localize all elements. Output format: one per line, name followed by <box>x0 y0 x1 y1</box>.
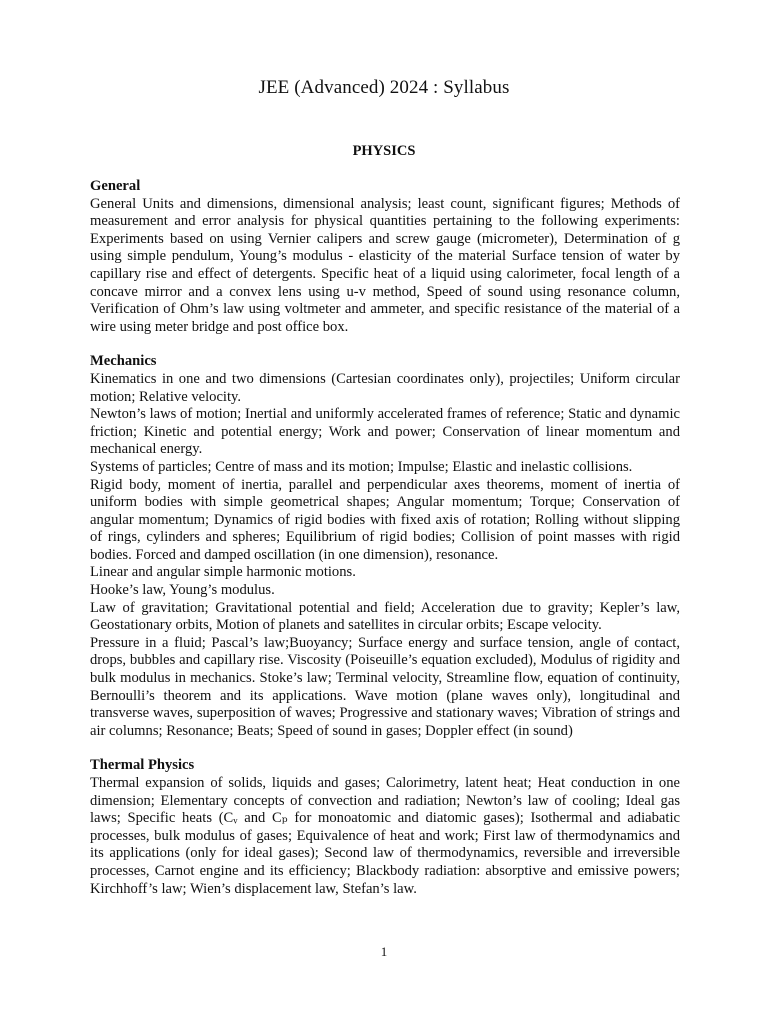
section-paragraph: Linear and angular simple harmonic motions. <box>90 564 356 581</box>
section-paragraph: Systems of particles; Centre of mass and its motion; Impulse; Elastic and inelastic collisions. <box>90 458 633 475</box>
section-paragraph: General Units and dimensions, dimensional analysis; least count, significant figures; Methods of measurement and error analysis for physical quantities pertaining to the following experiments: Experiments based on using Vernier calipers and screw gauge (micrometer), Determination of g using simple pendulum, Young’s modulus - elasticity of the material Surface tension of water by capillary rise and effect of detergents. Specific heat of a liquid using calorimeter, focal length of a concave mirror and a convex lens using u-v method, Speed of sound using resonance column, Verification of Ohm’s law using voltmeter and ammeter, and specific resistance of the material of a wire using meter bridge and post office box. <box>90 195 680 335</box>
section-title: Thermal Physics <box>90 757 195 774</box>
section-thermal-physics <box>90 757 680 898</box>
section-paragraph: Kinematics in one and two dimensions (Cartesian coordinates only), projectiles; Uniform circular motion; Relative velocity. <box>90 370 680 405</box>
subject-heading: PHYSICS <box>352 143 416 159</box>
syllabus-content <box>90 178 680 915</box>
section-paragraph: Rigid body, moment of inertia, parallel and perpendicular axes theorems, moment of inertia of uniform bodies with simple geometrical shapes; Angular momentum; Torque; Conservation of angular momentum; Dynamics of rigid bodies with fixed axis of rotation; Rolling without slipping of rings, cylinders and spheres; Equilibrium of rigid bodies; Collision of point masses with rigid bodies. Forced and damped oscillation (in one dimension), resonance. <box>90 476 680 563</box>
page-number: 1 <box>380 944 388 959</box>
section-general <box>90 178 680 336</box>
section-mechanics <box>90 353 680 740</box>
section-paragraph: Newton’s laws of motion; Inertial and uniformly accelerated frames of reference; Static and dynamic friction; Kinetic and potential energy; Work and power; Conservation of linear momentum and mechanical energy. <box>90 406 680 458</box>
section-paragraph: Thermal expansion of solids, liquids and gases; Calorimetry, latent heat; Heat conduction in one dimension; Elementary concepts of convection and radiation; Newton’s law of cooling; Ideal gas laws; Specific heats (Cᵥ and Cₚ for monoatomic and diatomic gases); Isothermal and adiabatic processes, bulk modulus of gases; Equivalence of heat and work; First law of thermodynamics and its applications (only for ideal gases); Second law of thermodynamics, reversible and irreversible processes, Carnot engine and its efficiency; Blackbody radiation: absorptive and emissive powers; Kirchhoff’s law; Wien’s displacement law, Stefan’s law. <box>90 775 680 897</box>
section-paragraph: Hooke’s law, Young’s modulus. <box>90 582 275 599</box>
section-paragraph: Pressure in a fluid; Pascal’s law;Buoyancy; Surface energy and surface tension, angle of contact, drops, bubbles and capillary rise. Viscosity (Poiseuille’s equation excluded), Modulus of rigidity and bulk modulus in mechanics. Stoke’s law; Terminal velocity, Streamline flow, equation of continuity, Bernoulli’s theorem and its applications. Wave motion (plane waves only), longitudinal and transverse waves, superposition of waves; Progressive and stationary waves; Vibration of strings and air columns; Resonance; Beats; Speed of sound in gases; Doppler effect (in sound) <box>90 634 680 739</box>
document-title: JEE (Advanced) 2024 : Syllabus <box>258 77 510 98</box>
section-paragraph: Law of gravitation; Gravitational potential and field; Acceleration due to gravity; Kepler’s law, Geostationary orbits, Motion of planets and satellites in circular orbits; Escape velocity. <box>90 599 680 634</box>
section-title: Mechanics <box>90 353 157 370</box>
section-title: General <box>90 178 141 194</box>
